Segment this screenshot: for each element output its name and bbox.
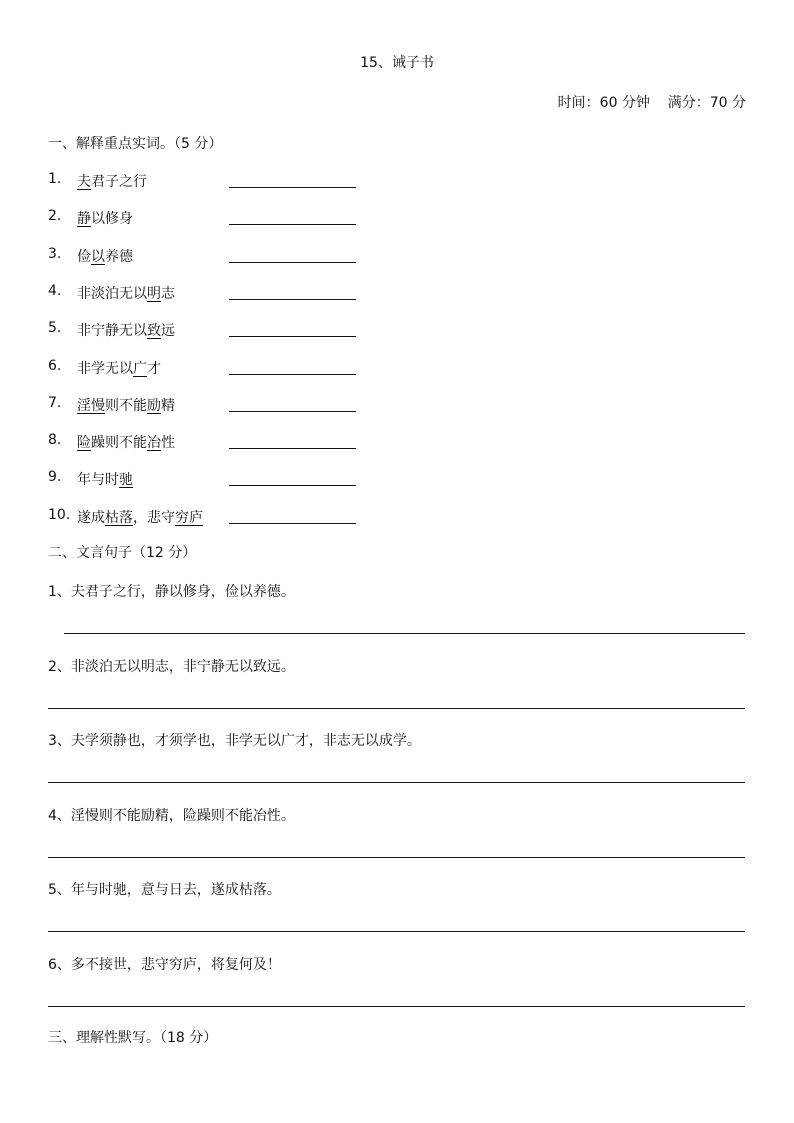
vocab-number: 5.: [48, 320, 62, 337]
phrase-text: 非学无以: [77, 360, 133, 377]
answer-line[interactable]: [48, 931, 745, 932]
sentence-item: 5、年与时驰，意与日去，遂成枯落。: [48, 882, 281, 899]
key-word: 夫: [77, 174, 91, 190]
key-word: 冶: [147, 435, 161, 452]
phrase-text: 才: [147, 360, 161, 377]
answer-line[interactable]: [64, 633, 745, 634]
phrase-text: ，悲守: [133, 509, 175, 526]
vocab-number: 1.: [48, 171, 62, 187]
section2-heading: 二、文言句子（12 分）: [48, 545, 197, 561]
sentence-item: 4、淫慢则不能励精，险躁则不能冶性。: [48, 807, 295, 824]
answer-line[interactable]: [48, 782, 745, 783]
phrase-text: 君子之行: [91, 174, 147, 190]
answer-blank[interactable]: [229, 411, 356, 412]
phrase-text: 远: [161, 323, 175, 340]
phrase-text: 以修身: [91, 211, 133, 228]
vocab-phrase: [77, 246, 133, 266]
answer-line[interactable]: [48, 708, 745, 709]
answer-blank[interactable]: [229, 523, 356, 524]
key-word: 险: [77, 435, 91, 452]
vocab-phrase: [77, 395, 175, 415]
sentence-item: 1、夫君子之行，静以修身，俭以养德。: [48, 584, 295, 600]
vocab-number: 6.: [48, 357, 62, 374]
key-word: 驰: [119, 472, 133, 489]
answer-blank[interactable]: [229, 224, 356, 225]
vocab-phrase: [77, 208, 133, 228]
answer-blank[interactable]: [229, 448, 356, 449]
phrase-text: 遂成: [77, 509, 105, 526]
vocab-number: 2.: [48, 208, 62, 225]
phrase-text: 养德: [105, 248, 133, 265]
phrase-text: 精: [161, 397, 175, 414]
answer-blank[interactable]: [229, 299, 356, 300]
key-word: 励: [147, 397, 161, 414]
key-word: 广: [133, 360, 147, 377]
answer-blank[interactable]: [229, 374, 356, 375]
answer-blank[interactable]: [229, 187, 356, 188]
vocab-number: 8.: [48, 432, 62, 449]
sentence-item: 3、夫学须静也，才须学也，非学无以广才，非志无以成学。: [48, 733, 421, 750]
vocab-phrase: [77, 469, 133, 489]
vocab-phrase: [77, 358, 161, 378]
vocab-number: 3.: [48, 245, 62, 262]
phrase-text: 年与时: [77, 472, 119, 489]
vocab-number: 7.: [48, 394, 62, 411]
vocab-number: 9.: [48, 469, 62, 486]
key-word: 枯落: [105, 509, 133, 526]
sentence-item: 6、多不接世，悲守穷庐，将复何及！: [48, 957, 281, 973]
key-word: 致: [147, 323, 161, 340]
answer-line[interactable]: [48, 857, 745, 858]
page-title: 15、诫子书: [360, 55, 434, 71]
section3-heading: 三、理解性默写。（18 分）: [48, 1030, 218, 1046]
key-word: 静: [77, 211, 91, 228]
phrase-text: 非宁静无以: [77, 323, 147, 340]
answer-line[interactable]: [48, 1006, 745, 1007]
key-word: 淫慢: [77, 397, 105, 414]
vocab-phrase: [77, 171, 147, 191]
key-word: 明: [147, 285, 161, 302]
time-score-info: 时间：60 分钟 满分：70 分: [557, 95, 746, 111]
vocab-phrase: [77, 432, 175, 452]
phrase-text: 非淡泊无以: [77, 285, 147, 302]
phrase-text: 躁则不能: [91, 435, 147, 452]
section1-heading: 一、解释重点实词。（5 分）: [48, 136, 223, 152]
vocab-phrase: [77, 283, 175, 303]
phrase-text: 俭: [77, 248, 91, 265]
phrase-text: 则不能: [105, 397, 147, 414]
vocab-phrase: [77, 507, 203, 527]
answer-blank[interactable]: [229, 485, 356, 486]
phrase-text: 志: [161, 285, 175, 302]
answer-blank[interactable]: [229, 262, 356, 263]
phrase-text: 性: [161, 435, 175, 452]
vocab-number: 10.: [48, 506, 71, 523]
sentence-item: 2、非淡泊无以明志，非宁静无以致远。: [48, 658, 295, 675]
answer-blank[interactable]: [229, 336, 356, 337]
key-word: 以: [91, 248, 105, 265]
vocab-phrase: [77, 320, 175, 340]
vocab-number: 4.: [48, 282, 62, 299]
key-word: 穷庐: [175, 509, 203, 526]
